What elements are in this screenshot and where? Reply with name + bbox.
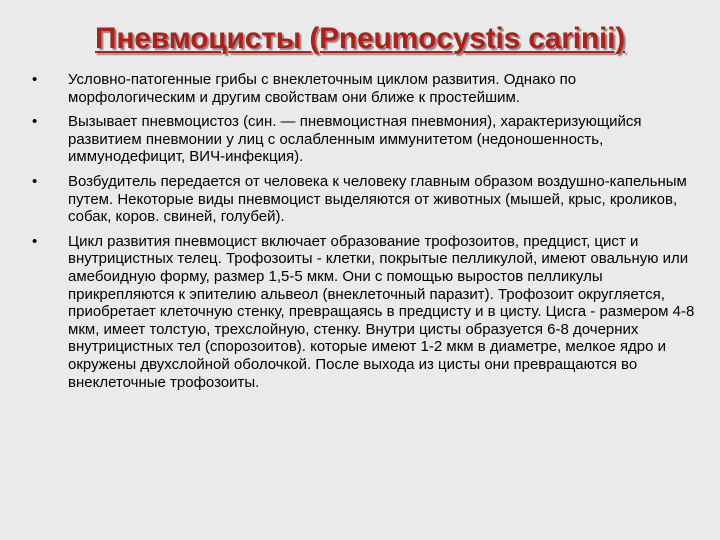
bullet-icon: • bbox=[32, 113, 38, 131]
bullet-icon: • bbox=[32, 71, 38, 88]
bullet-icon: • bbox=[32, 172, 38, 190]
slide-title: Пневмоцисты (Pneumocystis carinii) bbox=[94, 22, 626, 55]
bullet-item bbox=[32, 173, 704, 226]
bullet-item bbox=[32, 113, 704, 166]
bullet-text: Вызывает пневмоцистоз (син. — пневмоцистная пневмония), характеризующийся развитием пневмонии у лиц с ослабленным иммунитетом (недоношенность, иммунодефицит, ВИЧ-инфекция). bbox=[68, 113, 642, 166]
bullet-text: Возбудитель передается от человека к человеку главным образом воздушно-капельным путем. Некоторые виды пневмоцист выделяются от животных (мышей, крыс, кроликов, собак, коров. свиней, голубей). bbox=[68, 172, 687, 226]
bullet-item bbox=[32, 71, 704, 106]
bullet-text: Условно-патогенные грибы с внеклеточным циклом развития. Однако по морфологическим и другим свойствам они ближе к простейшим. bbox=[68, 71, 577, 106]
bullet-list bbox=[32, 71, 704, 398]
bullet-text: Цикл развития пневмоцист включает образование трофозоитов, предцист, цист и внутрицистных телец. Трофозоиты - клетки, покрытые пелликулой, имеют овальную или амебоидную форму, размер 1,5-5 мкм. Они с помощью выростов пелликулы прикрепляются к эпителию альвеол (внеклеточный паразит). Трофозоит округляется, приобретает клеточную стенку, превращаясь в предцисту и в цисту. Цисга - размером 4-8 мкм, имеет толстую, трехслойную, стенку. Внутри цисты образуется 6-8 дочерних внутрицистных тел (спорозоитов). которые имеют 1-2 мкм в диаметре, мелкое ядро и окружены двухслойной оболочкой. После выхода из цисты они превращаются во внеклеточные трофозоиты. bbox=[68, 232, 695, 391]
bullet-item bbox=[32, 233, 704, 391]
bullet-icon: • bbox=[32, 232, 38, 250]
